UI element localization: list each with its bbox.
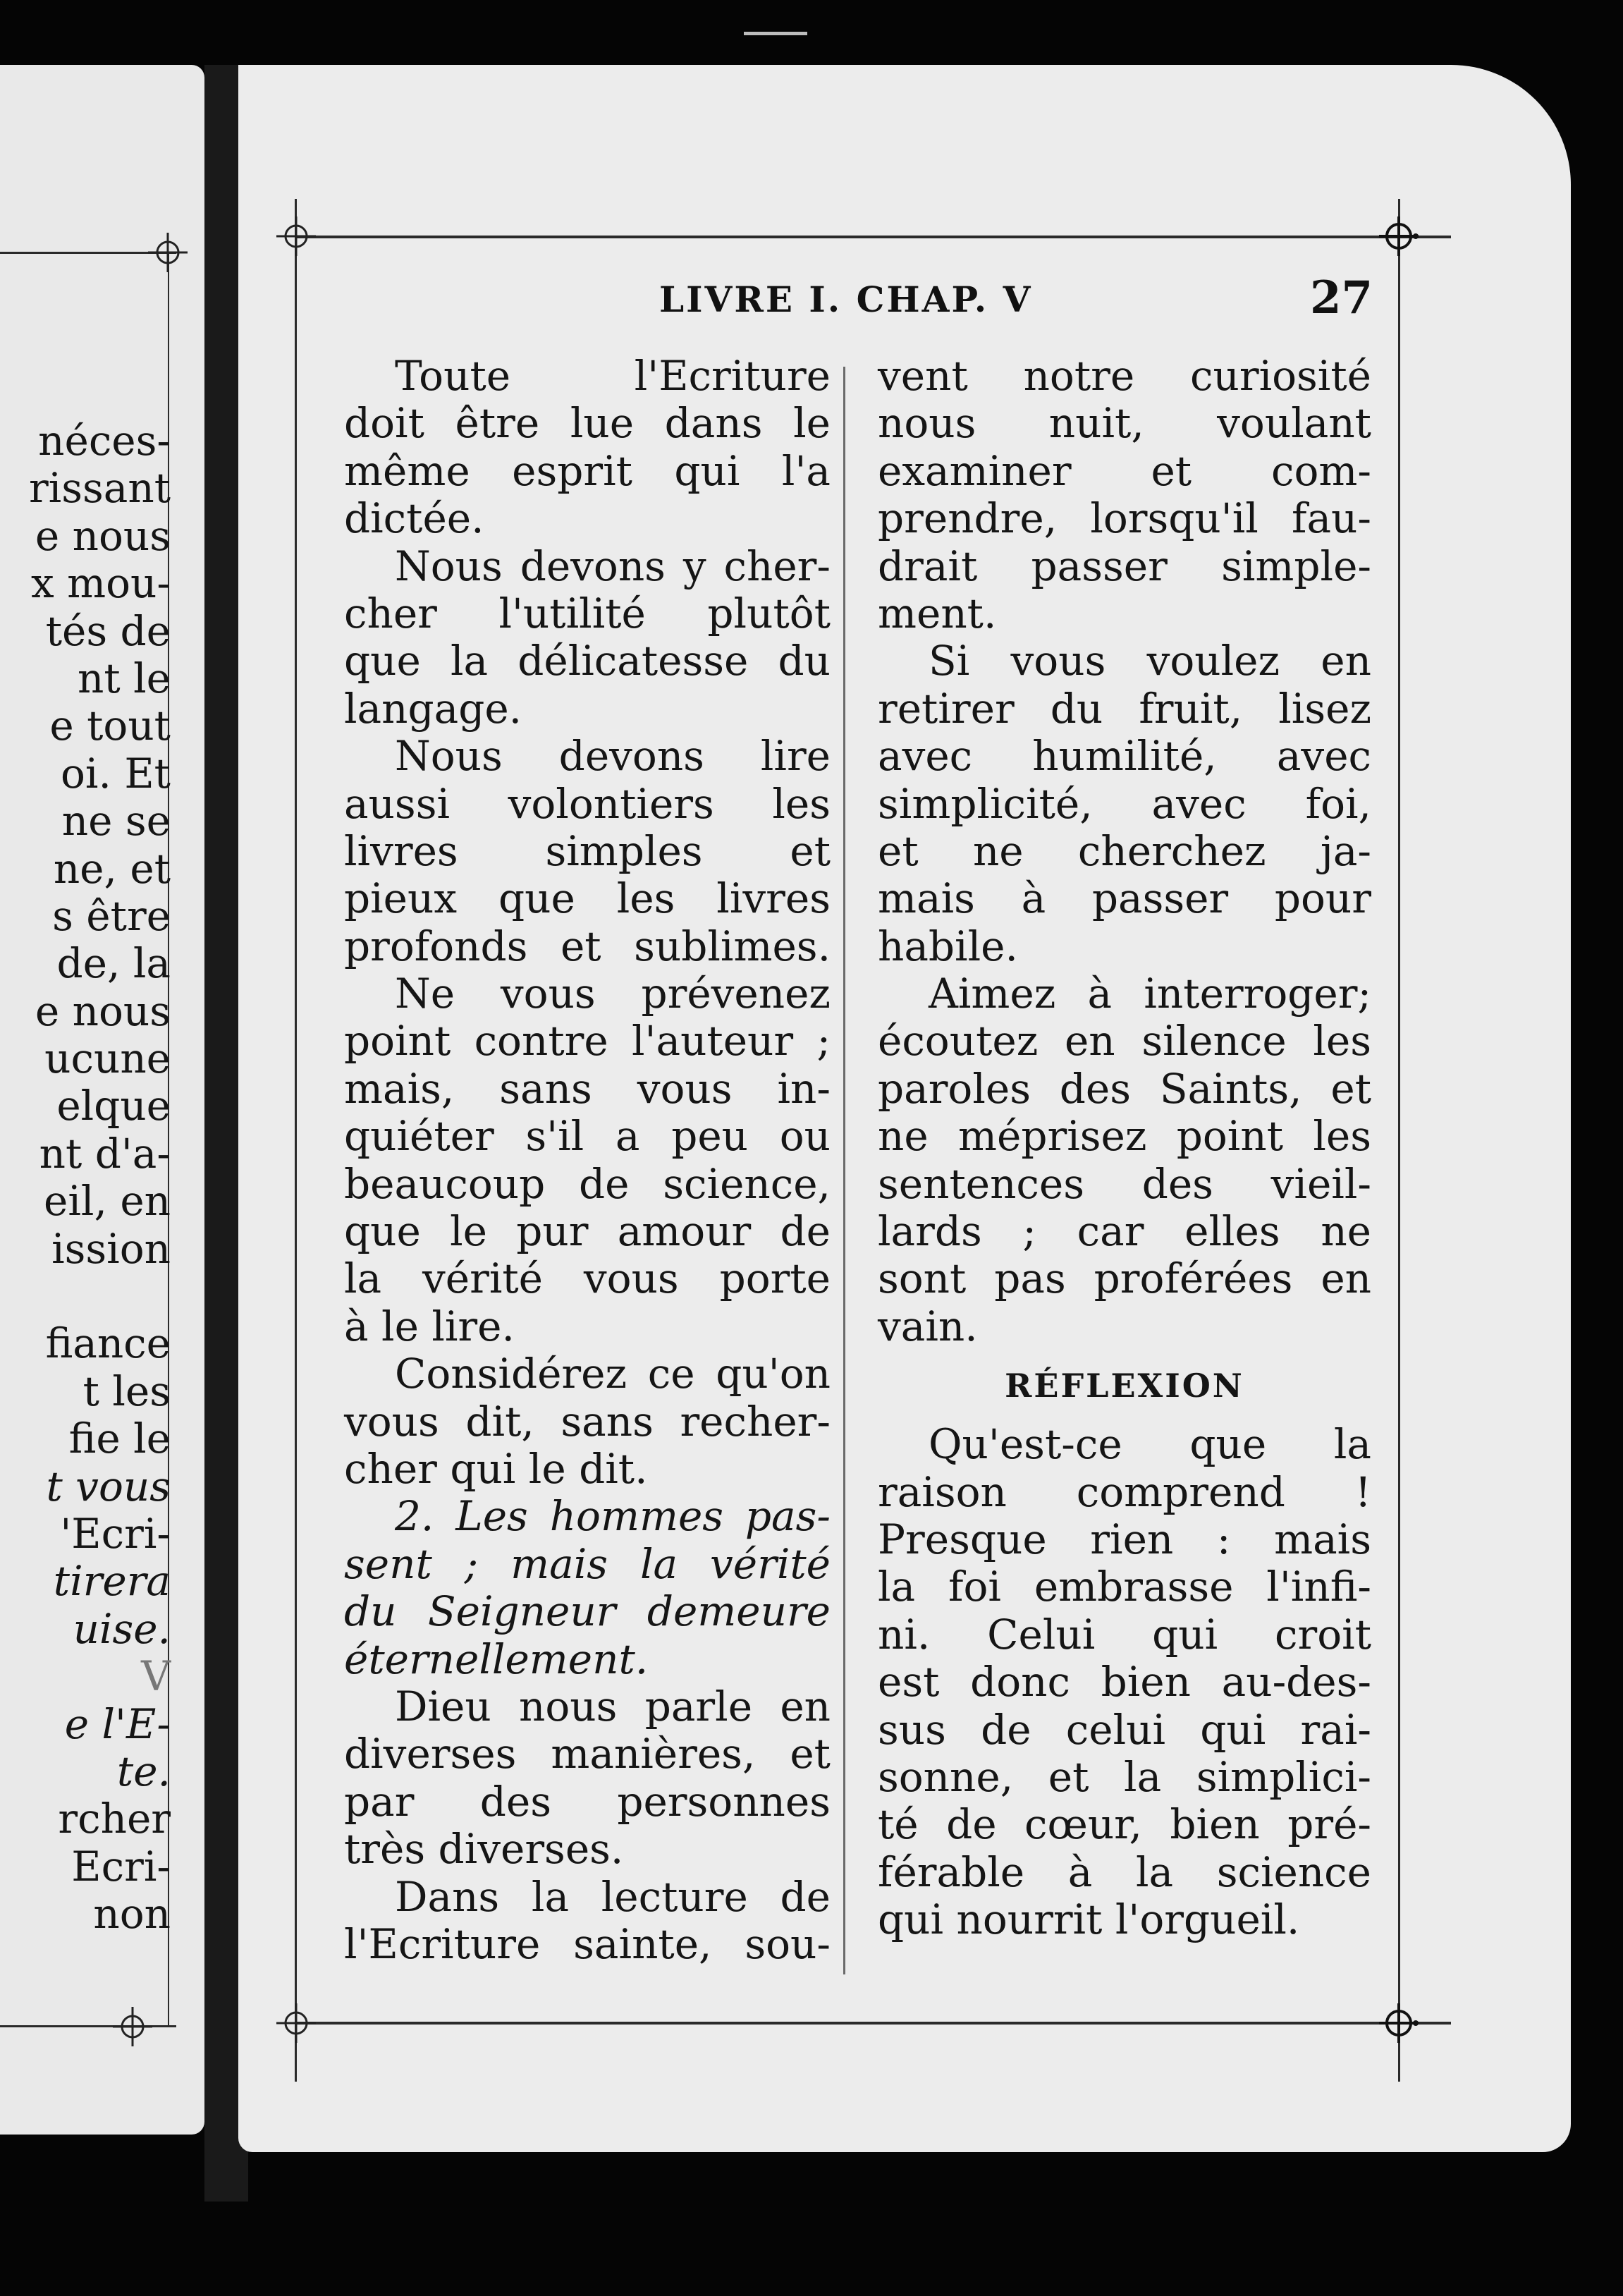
text-fragment: rcher: [58, 1795, 171, 1843]
text-line: ment.: [878, 589, 997, 637]
text-fragment: oi. Et: [61, 749, 171, 798]
frame-left-rule: [295, 199, 297, 2082]
text-line: pieux que les livres: [344, 874, 831, 923]
text-fragment: e tout: [49, 702, 171, 750]
text-line: la foi embrasse l'infi-: [878, 1563, 1371, 1611]
text-fragment: [0, 1273, 171, 1320]
left-page: [0, 65, 204, 2135]
text-fragment: fie le: [68, 1415, 171, 1463]
text-line: éternellement.: [344, 1635, 649, 1683]
text-line: par des personnes: [344, 1777, 831, 1826]
text-line: mais à passer pour: [878, 874, 1371, 923]
text-line: et ne cherchez ja-: [878, 826, 1371, 875]
text-fragment: elque: [56, 1082, 171, 1130]
text-line: sonne, et la simplici-: [878, 1752, 1371, 1801]
text-line: férable à la science: [878, 1848, 1371, 1896]
text-line: Toute l'Ecriture: [395, 352, 831, 400]
text-line: aussi volontiers les: [344, 779, 831, 828]
text-line: paroles des Saints, et: [878, 1064, 1371, 1113]
text-line: nous nuit, voulant: [878, 399, 1371, 448]
text-fragment: e l'E-: [64, 1699, 171, 1748]
left-bottom-ornament-icon: [113, 2007, 152, 2046]
text-fragment: e nous: [35, 511, 171, 560]
text-line: ni. Celui qui croit: [878, 1610, 1371, 1659]
text-fragment: ucune: [44, 1034, 171, 1083]
text-fragment: de, la: [56, 939, 171, 988]
text-fragment: uise.: [73, 1604, 171, 1653]
text-line: habile.: [878, 922, 1018, 970]
text-line: dictée.: [344, 494, 484, 543]
text-fragment: ission: [51, 1224, 171, 1273]
text-line: livres simples et: [344, 826, 831, 875]
text-fragment: 'Ecri-: [60, 1509, 171, 1558]
text-line: à le lire.: [344, 1302, 515, 1350]
right-text-column: [878, 353, 1371, 1944]
text-line: lards ; car elles ne: [878, 1207, 1371, 1256]
text-line: sus de celui qui rai-: [878, 1705, 1371, 1754]
bottom-right-ornament-icon: [1379, 2003, 1419, 2043]
text-line: que le pur amour de: [344, 1207, 831, 1256]
frame-top-rule: [295, 236, 1451, 238]
text-fragment: eil, en: [44, 1177, 171, 1226]
text-line: diverses manières, et: [344, 1730, 831, 1778]
text-line: qui nourrit l'orgueil.: [878, 1895, 1300, 1944]
text-fragment: nt d'a-: [39, 1129, 171, 1178]
text-line: point contre l'auteur ;: [344, 1017, 831, 1065]
top-right-ornament-icon: [1379, 216, 1419, 256]
text-line: Nous devons lire: [395, 732, 831, 781]
text-line: vent notre curiosité: [878, 352, 1371, 400]
text-line: drait passer simple-: [878, 542, 1371, 590]
text-fragment: t vous: [46, 1462, 171, 1510]
text-line: Si vous voulez en: [929, 637, 1371, 685]
text-line: Nous devons y cher-: [395, 542, 831, 590]
text-line: examiner et com-: [878, 446, 1371, 495]
text-line: avec humilité, avec: [878, 732, 1371, 781]
column-divider: [843, 367, 845, 1974]
left-text-column: [344, 353, 831, 1968]
text-line: quiéter s'il a peu ou: [344, 1112, 831, 1161]
top-mark: [744, 32, 807, 35]
text-line: Qu'est-ce que la: [929, 1420, 1371, 1469]
text-fragment: e nous: [35, 987, 171, 1035]
text-fragment: te.: [116, 1747, 171, 1795]
text-fragment: x mou-: [30, 559, 171, 608]
text-line: très diverses.: [344, 1825, 624, 1874]
text-line: la vérité vous porte: [344, 1254, 831, 1303]
text-fragment: nt le: [78, 654, 171, 702]
text-line: vain.: [878, 1302, 978, 1350]
page-number: 27: [1310, 271, 1373, 324]
text-fragment: V: [141, 1652, 171, 1701]
frame-right-rule: [1398, 199, 1400, 2082]
text-line: té de cœur, bien pré-: [878, 1800, 1371, 1849]
text-line: que la délicatesse du: [344, 637, 831, 685]
text-line: mais, sans vous in-: [344, 1064, 831, 1113]
text-line: est donc bien au-des-: [878, 1658, 1371, 1706]
text-fragment: s être: [52, 891, 171, 940]
text-line: raison comprend !: [878, 1467, 1371, 1516]
frame-bottom-rule: [295, 2022, 1451, 2025]
text-line: Considérez ce qu'on: [395, 1350, 831, 1398]
text-line: du Seigneur demeure: [344, 1587, 831, 1636]
text-fragment: néces-: [38, 417, 171, 465]
text-line: sont pas proférées en: [878, 1254, 1371, 1303]
text-fragment: rissant: [28, 464, 171, 513]
text-fragment: Ecri-: [71, 1842, 171, 1891]
text-fragment: non: [93, 1890, 171, 1938]
text-line: cher l'utilité plutôt: [344, 589, 831, 637]
text-line: simplicité, avec foi,: [878, 779, 1371, 828]
text-line: doit être lue dans le: [344, 399, 831, 448]
text-fragment: fiance: [45, 1319, 171, 1368]
text-line: même esprit qui l'a: [344, 446, 831, 495]
text-line: Presque rien : mais: [878, 1515, 1371, 1563]
section-heading: RÉFLEXION: [1005, 1367, 1244, 1405]
text-line: vous dit, sans recher-: [344, 1397, 831, 1446]
text-line: sentences des vieil-: [878, 1159, 1371, 1208]
text-line: Ne vous prévenez: [395, 970, 831, 1018]
text-line: ne méprisez point les: [878, 1112, 1371, 1161]
text-line: Dans la lecture de: [395, 1872, 831, 1921]
text-line: langage.: [344, 684, 522, 733]
text-line: profonds et sublimes.: [344, 922, 831, 970]
text-line: cher qui le dit.: [344, 1444, 648, 1493]
text-line: l'Ecriture sainte, sou-: [344, 1919, 831, 1968]
bottom-left-ornament-icon: [276, 2003, 316, 2043]
text-fragment: tés de: [45, 606, 171, 655]
left-top-ornament-icon: [148, 233, 188, 272]
text-fragment: ne, et: [53, 844, 171, 893]
text-line: Aimez à interroger;: [929, 970, 1371, 1018]
text-line: retirer du fruit, lisez: [878, 684, 1371, 733]
text-line: Dieu nous parle en: [395, 1682, 831, 1730]
text-line: sent ; mais la vérité: [344, 1539, 831, 1588]
text-fragment: ne se: [61, 797, 171, 845]
text-line: écoutez en silence les: [878, 1017, 1371, 1065]
running-header: LIVRE I. CHAP. V: [659, 279, 1033, 320]
text-line: prendre, lorsqu'il fau-: [878, 494, 1371, 543]
text-fragment: tirera: [53, 1557, 171, 1606]
text-fragment: t les: [82, 1367, 171, 1415]
text-line: beaucoup de science,: [344, 1159, 831, 1208]
top-left-ornament-icon: [276, 216, 316, 256]
text-line: 2. Les hommes pas-: [395, 1492, 831, 1541]
left-page-text: [0, 417, 171, 1938]
